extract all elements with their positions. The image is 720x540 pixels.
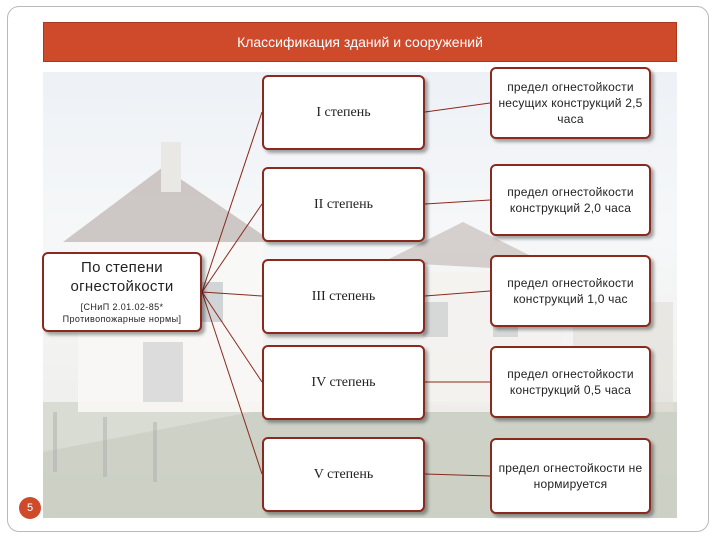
limit-3-text: предел огнестойкости конструкций 1,0 час <box>507 276 634 306</box>
degree-4-label: IV степень <box>311 374 376 390</box>
degree-3-node <box>262 259 425 334</box>
limit-3-node <box>490 255 651 327</box>
degree-1-node <box>262 75 425 150</box>
degree-5-node <box>262 437 425 512</box>
limit-2-text: предел огнестойкости конструкций 2,0 часа <box>507 185 634 215</box>
root-source: [СНиП 2.01.02-85* Противопожарные нормы] <box>62 302 182 324</box>
limit-5-text: предел огнестойкости не нормируется <box>498 461 643 491</box>
connector-degree-limit-3 <box>425 291 490 296</box>
limit-1-text: предел огнестойкости несущих конструкций 2,5 часа <box>498 80 643 126</box>
connector-degree-limit-2 <box>425 200 490 204</box>
limit-4-node <box>490 346 651 418</box>
limit-5-node <box>490 438 651 514</box>
connector-degree-limit-5 <box>425 474 490 476</box>
connector-root-degree-4 <box>202 292 262 382</box>
degree-2-node <box>262 167 425 242</box>
slide-title: Классификация зданий и сооружений <box>43 22 677 62</box>
degree-2-label: II степень <box>314 196 373 212</box>
connector-root-degree-3 <box>202 292 262 296</box>
limit-1-node <box>490 67 651 139</box>
degree-1-label: I степень <box>316 104 371 120</box>
root-node <box>42 252 202 332</box>
connector-root-degree-1 <box>202 112 262 292</box>
degree-4-node <box>262 345 425 420</box>
connector-degree-limit-1 <box>425 103 490 112</box>
slide-number: 5 <box>19 497 41 519</box>
root-title: По степени огнестойкости <box>70 259 174 295</box>
connector-root-degree-2 <box>202 204 262 292</box>
limit-4-text: предел огнестойкости конструкций 0,5 часа <box>507 367 634 397</box>
limit-2-node <box>490 164 651 236</box>
degree-3-label: III степень <box>311 288 376 304</box>
connector-root-degree-5 <box>202 292 262 474</box>
degree-5-label: V степень <box>313 466 374 482</box>
